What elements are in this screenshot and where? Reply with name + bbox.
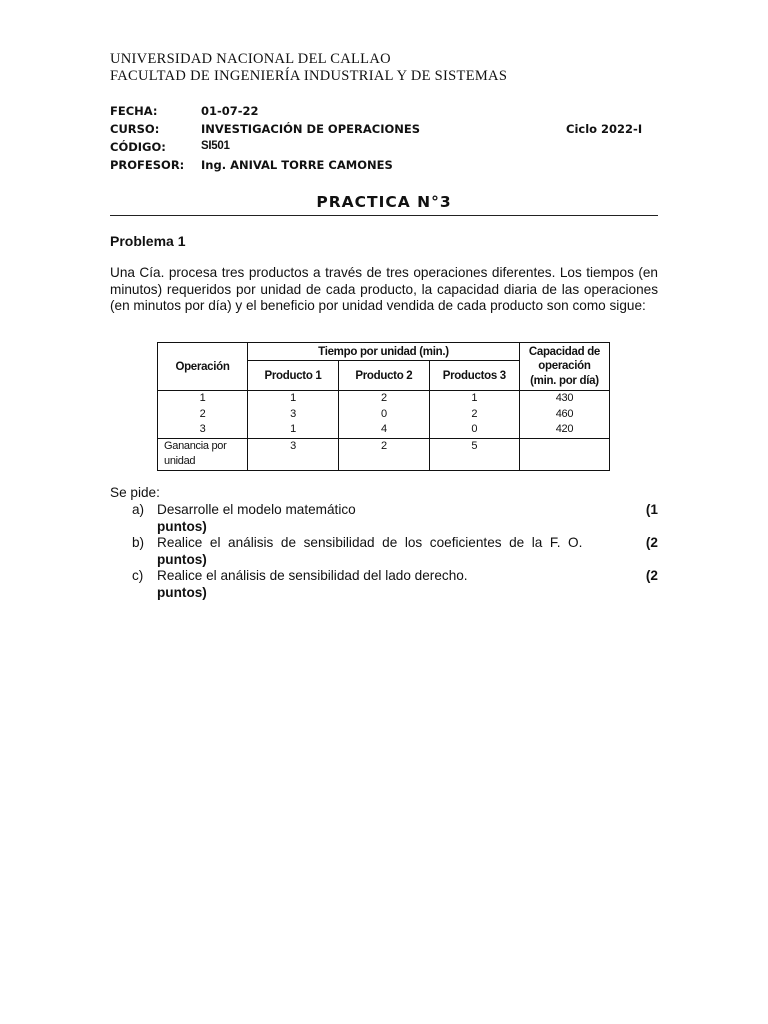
fecha-value: 01-07-22	[201, 104, 259, 118]
table-cell: 1	[290, 392, 296, 404]
question-text: Desarrolle el modelo matemático	[157, 502, 356, 517]
table-cell: 2	[199, 407, 206, 420]
profesor-value: Ing. ANIVAL TORRE CAMONES	[201, 158, 393, 172]
operation-numbers	[158, 391, 248, 439]
table-cell: 430	[555, 392, 574, 404]
header-producto-1: Producto 1	[248, 361, 339, 391]
curso-value: INVESTIGACIÓN DE OPERACIONES	[201, 122, 421, 136]
question-points-unit: puntos)	[157, 518, 207, 534]
table-cell: 0	[471, 423, 478, 435]
question-points: (2	[645, 568, 658, 583]
table-cell: 3	[248, 438, 339, 470]
capacity-values	[519, 391, 609, 439]
practice-title: PRACTICA N°3	[316, 193, 452, 211]
header-capacidad-line3: (min. por día)	[530, 374, 599, 387]
question-points: (1	[645, 502, 658, 517]
table-cell: 2	[380, 392, 387, 404]
header-capacidad-line2: operación	[538, 360, 591, 373]
question-points: (2	[645, 535, 658, 550]
document-header	[110, 51, 507, 85]
problem-heading: Problema 1	[110, 233, 186, 249]
profit-label-line1: Ganancia por	[164, 439, 227, 452]
producto-1-times	[248, 391, 339, 439]
table-cell: 2	[471, 407, 478, 420]
header-producto-2: Producto 2	[338, 361, 429, 391]
header-capacidad-line1: Capacidad de	[528, 345, 601, 358]
ciclo-value: Ciclo 2022-I	[566, 122, 643, 136]
question-text: Realice el análisis de sensibilidad del lado derecho.	[157, 568, 468, 583]
codigo-label: CÓDIGO:	[110, 140, 166, 154]
fecha-label: FECHA:	[110, 104, 158, 118]
title-divider	[110, 215, 658, 216]
table-cell: 5	[429, 438, 519, 470]
table-cell: 2	[338, 438, 429, 470]
producto-2-times	[338, 391, 429, 439]
operations-table	[157, 342, 610, 471]
question-label: c)	[132, 568, 144, 583]
table-cell: 1	[290, 423, 296, 435]
table-cell: 3	[290, 407, 296, 420]
questions-intro: Se pide:	[110, 485, 160, 500]
question-points-unit: puntos)	[157, 584, 207, 600]
profit-label	[158, 438, 248, 470]
curso-label: CURSO:	[110, 122, 160, 136]
faculty-name: FACULTAD DE INGENIERÍA INDUSTRIAL Y DE SISTEMAS	[110, 68, 508, 84]
codigo-value: SI501	[201, 140, 230, 152]
question-points-unit: puntos)	[157, 551, 207, 567]
header-producto-3: Productos 3	[429, 361, 519, 391]
table-cell: 460	[555, 407, 574, 420]
header-tiempo: Tiempo por unidad (min.)	[248, 343, 520, 361]
table-cell: 420	[555, 423, 574, 435]
question-label: b)	[132, 535, 145, 550]
table-cell-empty	[519, 438, 609, 470]
table-row	[158, 438, 610, 470]
table-cell: 3	[199, 423, 206, 435]
table-cell: 1	[199, 392, 206, 404]
question-label: a)	[132, 502, 145, 517]
problem-statement: Una Cía. procesa tres productos a través de tres operaciones diferentes. Los tiempos (en minutos) requeridos por unidad de cada producto, la capacidad diaria de las operaciones (en minutos por día) y el beneficio por unidad vendida de cada producto son como sigue:	[110, 265, 658, 313]
profesor-label: PROFESOR:	[110, 158, 185, 172]
profit-label-line2: unidad	[164, 454, 196, 467]
university-name: UNIVERSIDAD NACIONAL DEL CALLAO	[110, 51, 391, 67]
header-operacion: Operación	[158, 343, 248, 391]
table-cell: 1	[471, 392, 478, 404]
producto-3-times	[429, 391, 519, 439]
question-text: Realice el análisis de sensibilidad de los coeficientes de la F. O.	[157, 535, 583, 550]
table-cell: 4	[380, 423, 387, 435]
header-capacidad	[519, 343, 609, 391]
table-cell: 0	[380, 407, 387, 420]
table-row	[158, 391, 610, 439]
